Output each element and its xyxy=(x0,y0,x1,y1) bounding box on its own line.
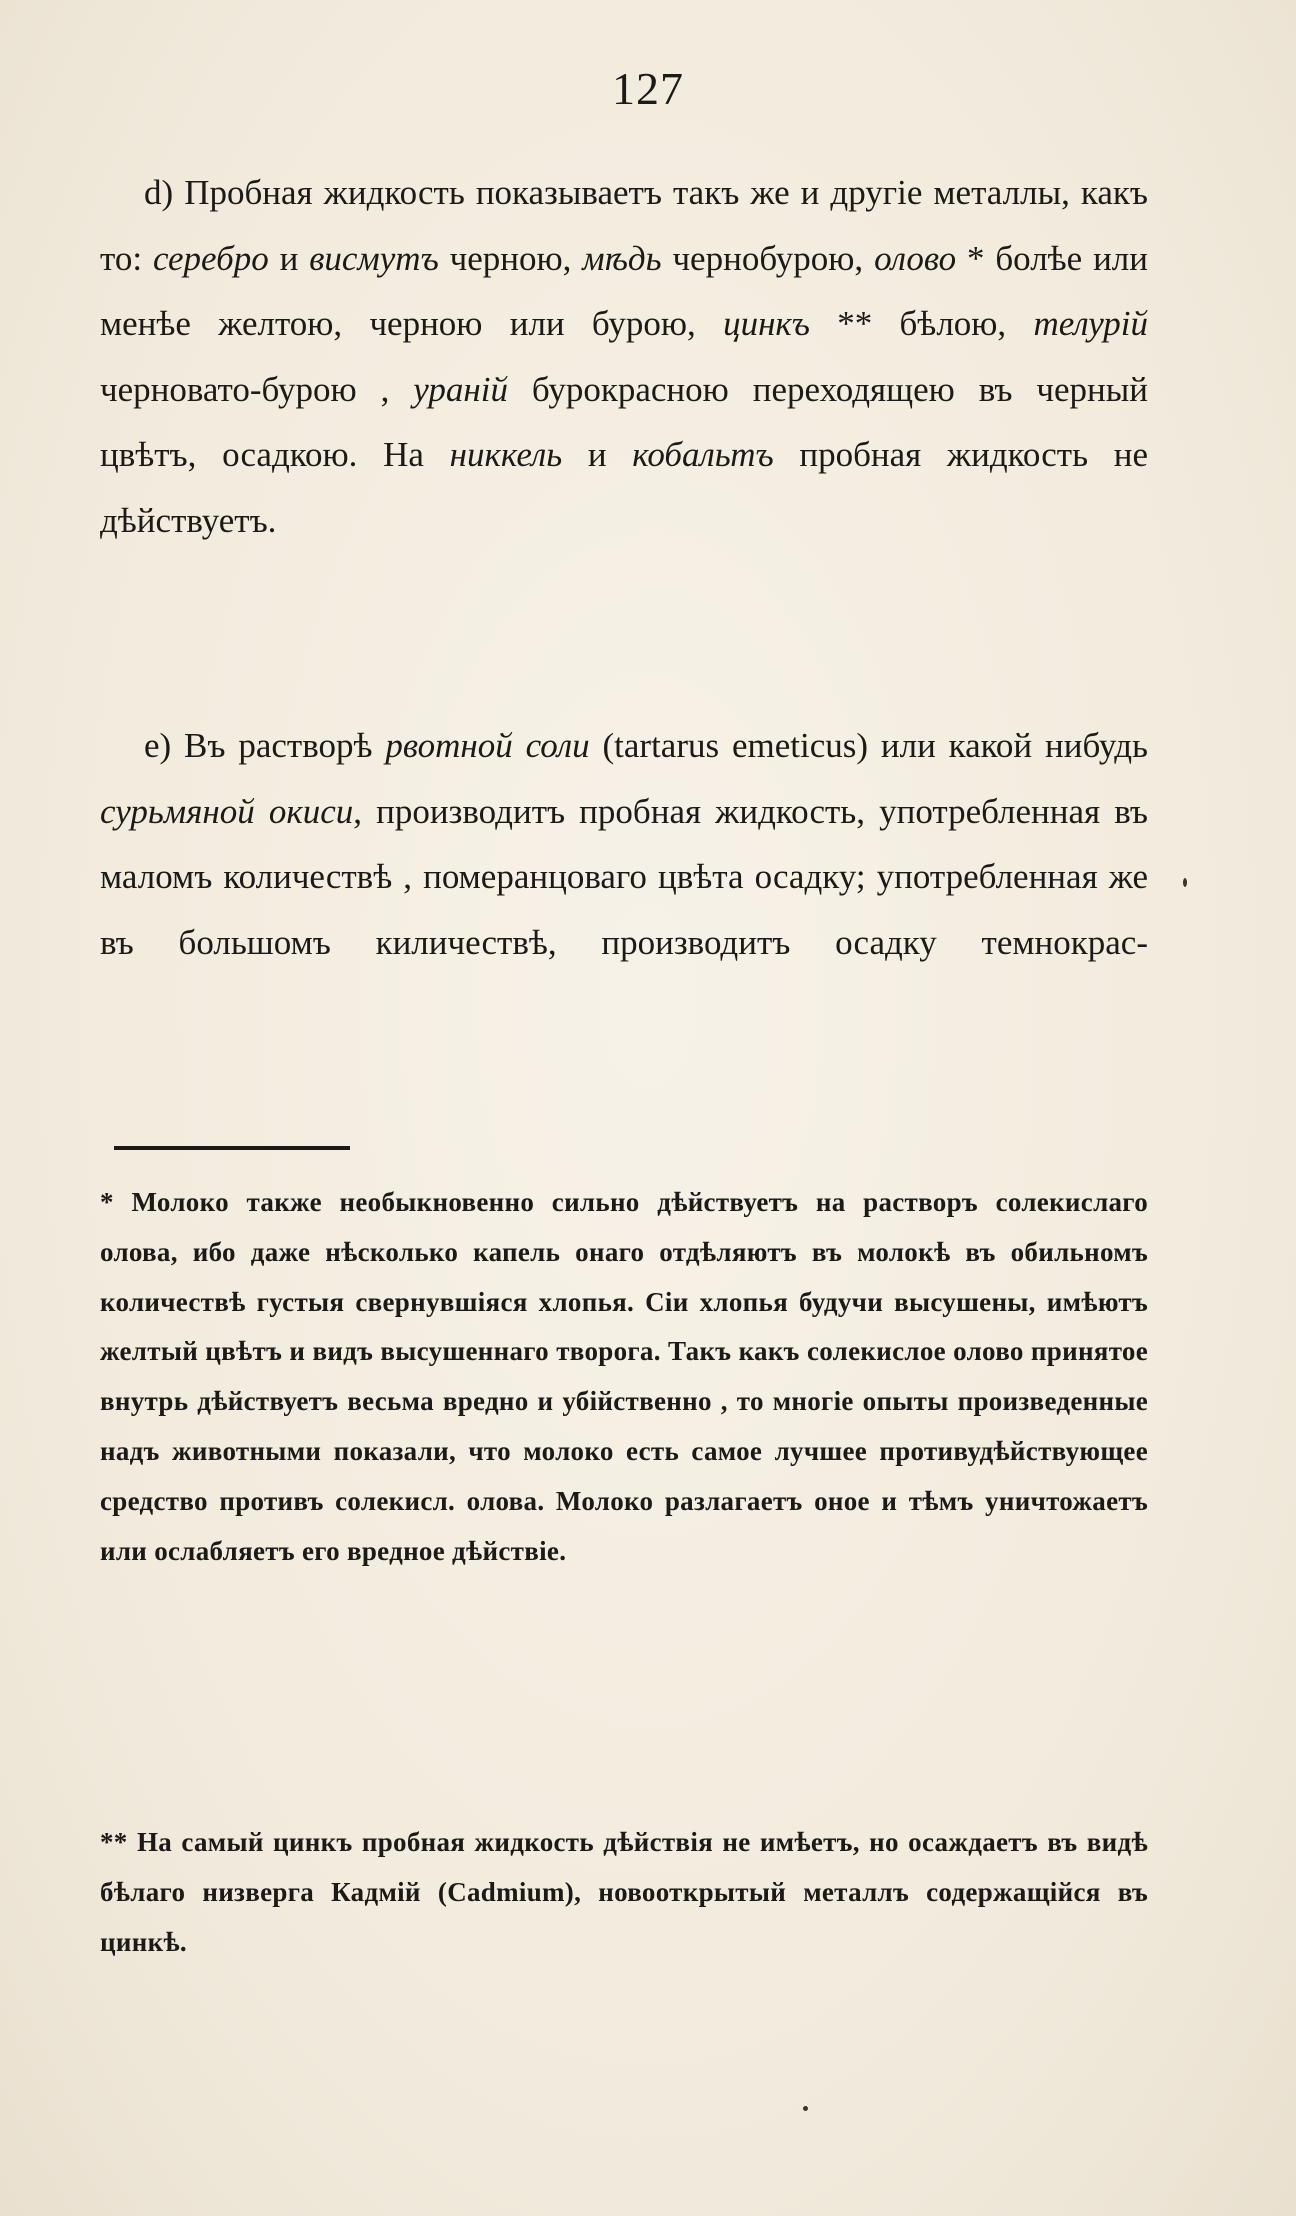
paragraph-d-text: чернобурою, xyxy=(661,238,875,278)
page-number: 127 xyxy=(612,63,684,114)
term-nickel: никкель xyxy=(449,435,563,474)
footnote-1-text: Молоко также необыкновенно сильно дѣйствуетъ на растворъ солекислаго олова, ибо даже нѣсколько капель онаго отдѣляютъ въ молокѣ въ обильномъ количествѣ густыя свернувшіяся хлопья. Сіи хлопья будучи высушены, имѣютъ желтый цвѣтъ и видъ высушеннаго творога. Такъ какъ солекислое олово принятое внутрь дѣйствуетъ весьма вредно и убійственно , то многіе опыты произведенные надъ животными показали, что молоко есть самое лучшее противудѣйствующее средство противъ солекисл. олова. Молоко разлагаетъ оное и тѣмъ уничтожаетъ или ослабляетъ его вредное дѣйствіе. xyxy=(100,1187,1148,1566)
paper-speck xyxy=(1183,878,1187,887)
footnote-1-marker: * xyxy=(100,1187,114,1217)
term-uranium: ураній xyxy=(413,369,508,409)
paragraph-d-text: и xyxy=(268,238,310,278)
paragraph-d-label: d) xyxy=(144,173,174,212)
paragraph-d-text: пробная жидкость не дѣйствуетъ. xyxy=(100,435,1149,540)
term-cobalt: кобальтъ xyxy=(632,435,774,474)
term-bismuth: висмутъ xyxy=(309,238,439,278)
paper-speck xyxy=(803,2106,808,2111)
paragraph-d-text: и xyxy=(562,435,633,474)
paragraph-d-text: черновато-бурою , xyxy=(100,369,414,409)
footnote-2-text: На самый цинкъ пробная жидкость дѣйствія не имѣетъ, но осаждаетъ въ видѣ бѣлаго низверга Кадмій (Cadmium), новооткрытый металлъ содержащійся въ цинкѣ. xyxy=(100,1827,1148,1957)
paragraph-e-text: Въ растворѣ xyxy=(171,726,386,765)
term-silver: серебро xyxy=(152,238,269,278)
paragraph-d-text: * болѣе или менѣе желтою, черною или бурою, xyxy=(100,238,1149,343)
term-tin: олово xyxy=(874,238,957,278)
paragraph-e xyxy=(100,713,1148,975)
paragraph-e-text: (tartarus emeticus) или какой нибудь xyxy=(589,726,1148,765)
term-zinc: цинкъ xyxy=(723,304,810,343)
term-emetic-salt: рвотной соли xyxy=(385,726,590,765)
paragraph-d-text: черною, xyxy=(438,238,583,278)
paragraph-d xyxy=(100,160,1148,553)
paragraph-d-text: Пробная жидкость показываетъ такъ же и другіе металлы, какъ то: xyxy=(100,173,1148,278)
paragraph-e-text: , производитъ пробная жидкость, употребленная въ маломъ количествѣ , померанцоваго цвѣта осадку; употребленная же въ большомъ киличествѣ, производитъ осадку темнокрас- xyxy=(100,791,1148,962)
term-copper: мѣдь xyxy=(582,238,662,278)
term-tellurium: телурій xyxy=(1033,304,1148,343)
term-antimony-oxide: сурьмяной окиси xyxy=(100,791,354,831)
footnote-2-marker: ** xyxy=(100,1827,128,1857)
paragraph-d-text: бурокрасною переходящею въ черный цвѣтъ, осадкою. На xyxy=(100,369,1148,474)
paragraph-d-text: ** бѣлою, xyxy=(809,304,1034,343)
footnote-1 xyxy=(100,1178,1148,1576)
paragraph-e-label: e) xyxy=(144,726,172,765)
footnote-2 xyxy=(100,1818,1148,1967)
footnote-divider xyxy=(114,1146,350,1150)
